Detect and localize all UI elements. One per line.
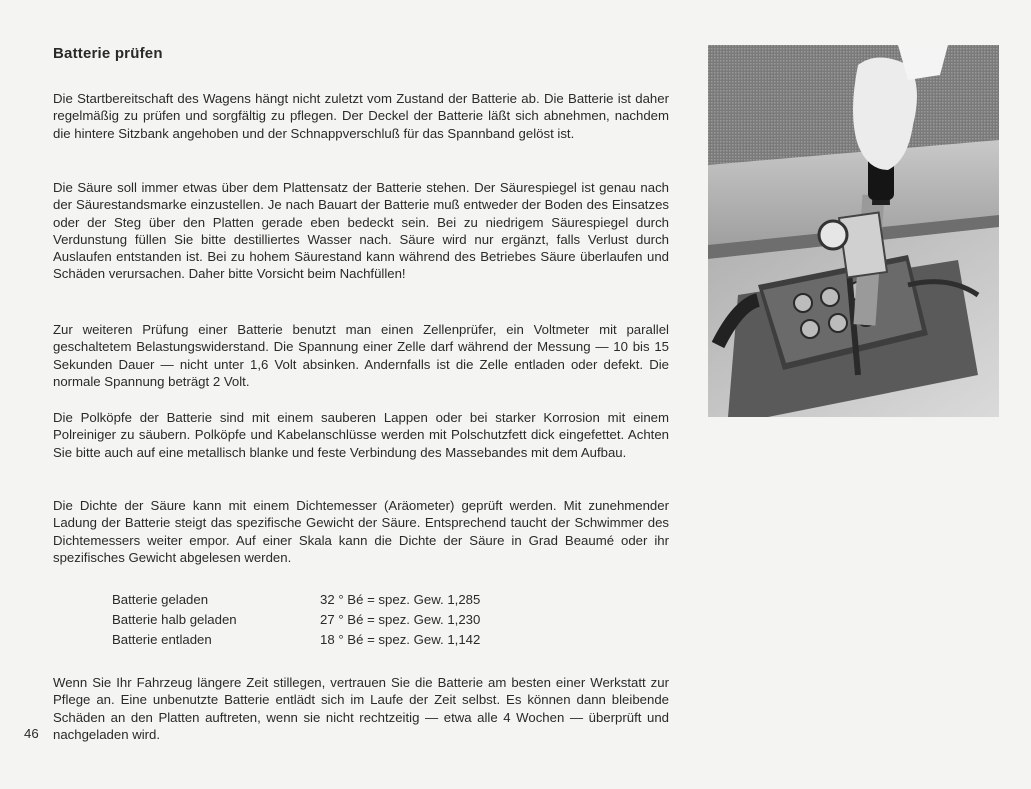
density-value: 32 ° Bé = spez. Gew. 1,285 — [320, 592, 481, 607]
density-row — [112, 630, 480, 650]
density-value: 27 ° Bé = spez. Gew. 1,230 — [320, 612, 481, 627]
density-value: 18 ° Bé = spez. Gew. 1,142 — [320, 632, 481, 647]
paragraph-zellenpruefer: Zur weiteren Prüfung einer Batterie benutzt man einen Zellenprüfer, ein Voltmeter mit parallel geschaltetem Belastungswiderstand. Die Spannung einer Zelle darf während der Messung — 10 bis 15 Sekunden Dauer — nicht unter 1,6 Volt absinken. Andernfalls ist die Zelle entladen oder defekt. Die normale Spannung beträgt 2 Volt. — [53, 322, 669, 389]
paragraph-dichte: Die Dichte der Säure kann mit einem Dichtemesser (Aräometer) geprüft werden. Mit zunehmender Ladung der Batterie steigt das spezifische Gewicht der Säure. Entsprechend taucht der Schwimmer des Dichtemessers weiter empor. Auf einer Skala kann die Dichte der Säure in Grad Beaumé oder ihr spezifisches Gewicht abgelesen werden. — [53, 498, 669, 565]
paragraph-startbereitschaft: Die Startbereitschaft des Wagens hängt nicht zuletzt vom Zustand der Batterie ab. Die Batterie ist daher regelmäßig zu prüfen und sorgfältig zu pflegen. Der Deckel der Batterie läßt sich abnehmen, nachdem die hintere Sitzbank angehoben und der Schnappverschluß für das Spannband gelöst ist. — [53, 91, 669, 141]
paragraph-stillegen: Wenn Sie Ihr Fahrzeug längere Zeit stillegen, vertrauen Sie die Batterie am besten einer Werkstatt zur Pflege an. Eine unbenutzte Batterie entlädt sich im Laufe der Zeit selbst. Es können dann bleibende Schäden an den Platten auftreten, wenn sie nicht rechtzeitig — etwa alle 4 Wochen — überprüft und nachgeladen wird. — [53, 675, 669, 742]
density-row — [112, 610, 480, 630]
page-number: 46 — [24, 726, 39, 741]
section-heading: Batterie prüfen — [53, 45, 163, 62]
density-label: Batterie geladen — [112, 592, 209, 607]
density-label: Batterie halb geladen — [112, 612, 237, 627]
paragraph-saeurestand: Die Säure soll immer etwas über dem Plattensatz der Batterie stehen. Der Säurespiegel ist genau nach der Säurestandsmarke einzustellen. Je nach Bauart der Batterie muß entweder der Boden des Einsatzes oder der Steg über den Platten gerade eben bedeckt sein. Bei zu niedrigem Säurespiegel durch Verdunstung füllen Sie bitte destilliertes Wasser nach. Säure wird nur ergänzt, falls Verlust durch Auslaufen entstanden ist. Bei zu hohem Säurestand kann während des Betriebes Säure überlaufen und Schäden verursachen. Daher bitte Vorsicht beim Nachfüllen! — [53, 180, 669, 282]
paragraph-polkoepfe: Die Polköpfe der Batterie sind mit einem sauberen Lappen oder bei starker Korrosion mit einem Polreiniger zu säubern. Polköpfe und Kabelanschlüsse werden mit Polschutzfett dick eingefettet. Achten Sie bitte auch auf eine metallisch blanke und feste Verbindung des Massebandes mit dem Aufbau. — [53, 410, 669, 460]
density-label: Batterie entladen — [112, 632, 212, 647]
density-table — [112, 590, 480, 650]
battery-check-photo — [708, 45, 999, 417]
density-row — [112, 590, 480, 610]
